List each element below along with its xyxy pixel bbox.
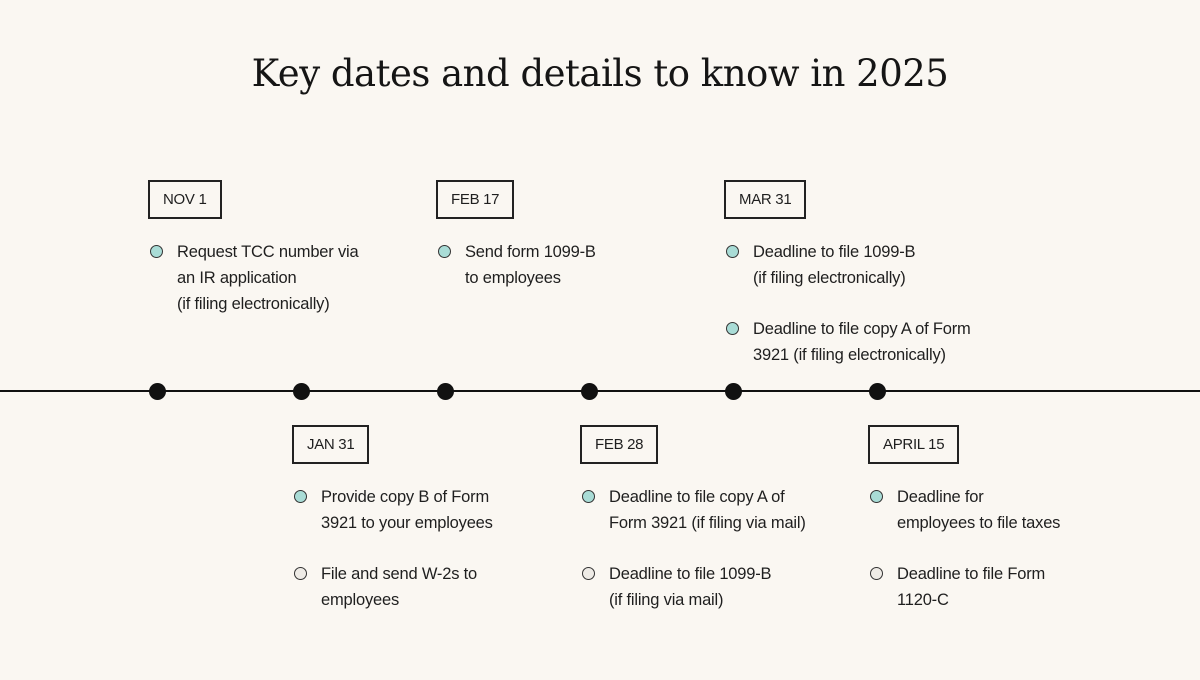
event-items xyxy=(868,484,1128,613)
item-text-line: Provide copy B of Form xyxy=(321,488,489,506)
timeline-event xyxy=(724,180,984,393)
event-item xyxy=(724,316,984,368)
timeline-dot xyxy=(869,383,886,400)
item-text-line: employees xyxy=(321,591,399,609)
timeline-event xyxy=(580,425,840,638)
event-item xyxy=(868,561,1128,613)
item-text-line: Request TCC number via xyxy=(177,243,359,261)
date-label: NOV 1 xyxy=(148,180,222,219)
item-text-line: File and send W-2s to xyxy=(321,565,477,583)
circle-bullet-icon xyxy=(870,490,883,503)
timeline-event xyxy=(148,180,408,342)
item-text-line: (if filing electronically) xyxy=(177,295,330,313)
circle-bullet-icon xyxy=(870,567,883,580)
timeline-event xyxy=(868,425,1128,638)
item-text-line: (if filing electronically) xyxy=(753,269,906,287)
timeline-axis xyxy=(0,390,1200,392)
item-text-line: 3921 to your employees xyxy=(321,514,493,532)
item-text-line: 3921 (if filing electronically) xyxy=(753,346,946,364)
item-text-line: Deadline to file 1099-B xyxy=(753,243,916,261)
event-items xyxy=(580,484,840,613)
circle-bullet-icon xyxy=(438,245,451,258)
item-text-line: (if filing via mail) xyxy=(609,591,724,609)
event-item xyxy=(436,239,696,291)
event-item xyxy=(868,484,1128,536)
circle-bullet-icon xyxy=(726,322,739,335)
timeline-event xyxy=(292,425,552,638)
item-text-line: Deadline to file Form xyxy=(897,565,1046,583)
event-items xyxy=(148,239,408,317)
item-text-line: an IR application xyxy=(177,269,297,287)
circle-bullet-icon xyxy=(582,567,595,580)
item-text-line: Deadline for xyxy=(897,488,984,506)
timeline-dot xyxy=(149,383,166,400)
page-title: Key dates and details to know in 2025 xyxy=(251,52,949,95)
date-label: MAR 31 xyxy=(724,180,806,219)
circle-bullet-icon xyxy=(150,245,163,258)
date-label: APRIL 15 xyxy=(868,425,959,464)
timeline-dot xyxy=(293,383,310,400)
event-item xyxy=(292,561,552,613)
circle-bullet-icon xyxy=(294,490,307,503)
timeline-dot xyxy=(581,383,598,400)
item-text-line: 1120-C xyxy=(897,591,949,609)
item-text-line: Send form 1099-B xyxy=(465,243,596,261)
event-items xyxy=(724,239,984,368)
date-label: FEB 28 xyxy=(580,425,658,464)
circle-bullet-icon xyxy=(294,567,307,580)
item-text-line: Deadline to file 1099-B xyxy=(609,565,772,583)
timeline-dot xyxy=(437,383,454,400)
event-item xyxy=(580,561,840,613)
item-text-line: Deadline to file copy A of xyxy=(609,488,785,506)
circle-bullet-icon xyxy=(726,245,739,258)
event-items xyxy=(292,484,552,613)
event-item xyxy=(292,484,552,536)
item-text-line: to employees xyxy=(465,269,561,287)
timeline-event xyxy=(436,180,696,316)
event-item xyxy=(148,239,408,317)
date-label: FEB 17 xyxy=(436,180,514,219)
item-text-line: employees to file taxes xyxy=(897,514,1061,532)
event-item xyxy=(724,239,984,291)
event-items xyxy=(436,239,696,291)
event-item xyxy=(580,484,840,536)
date-label: JAN 31 xyxy=(292,425,369,464)
circle-bullet-icon xyxy=(582,490,595,503)
item-text-line: Deadline to file copy A of Form xyxy=(753,320,971,338)
item-text-line: Form 3921 (if filing via mail) xyxy=(609,514,806,532)
